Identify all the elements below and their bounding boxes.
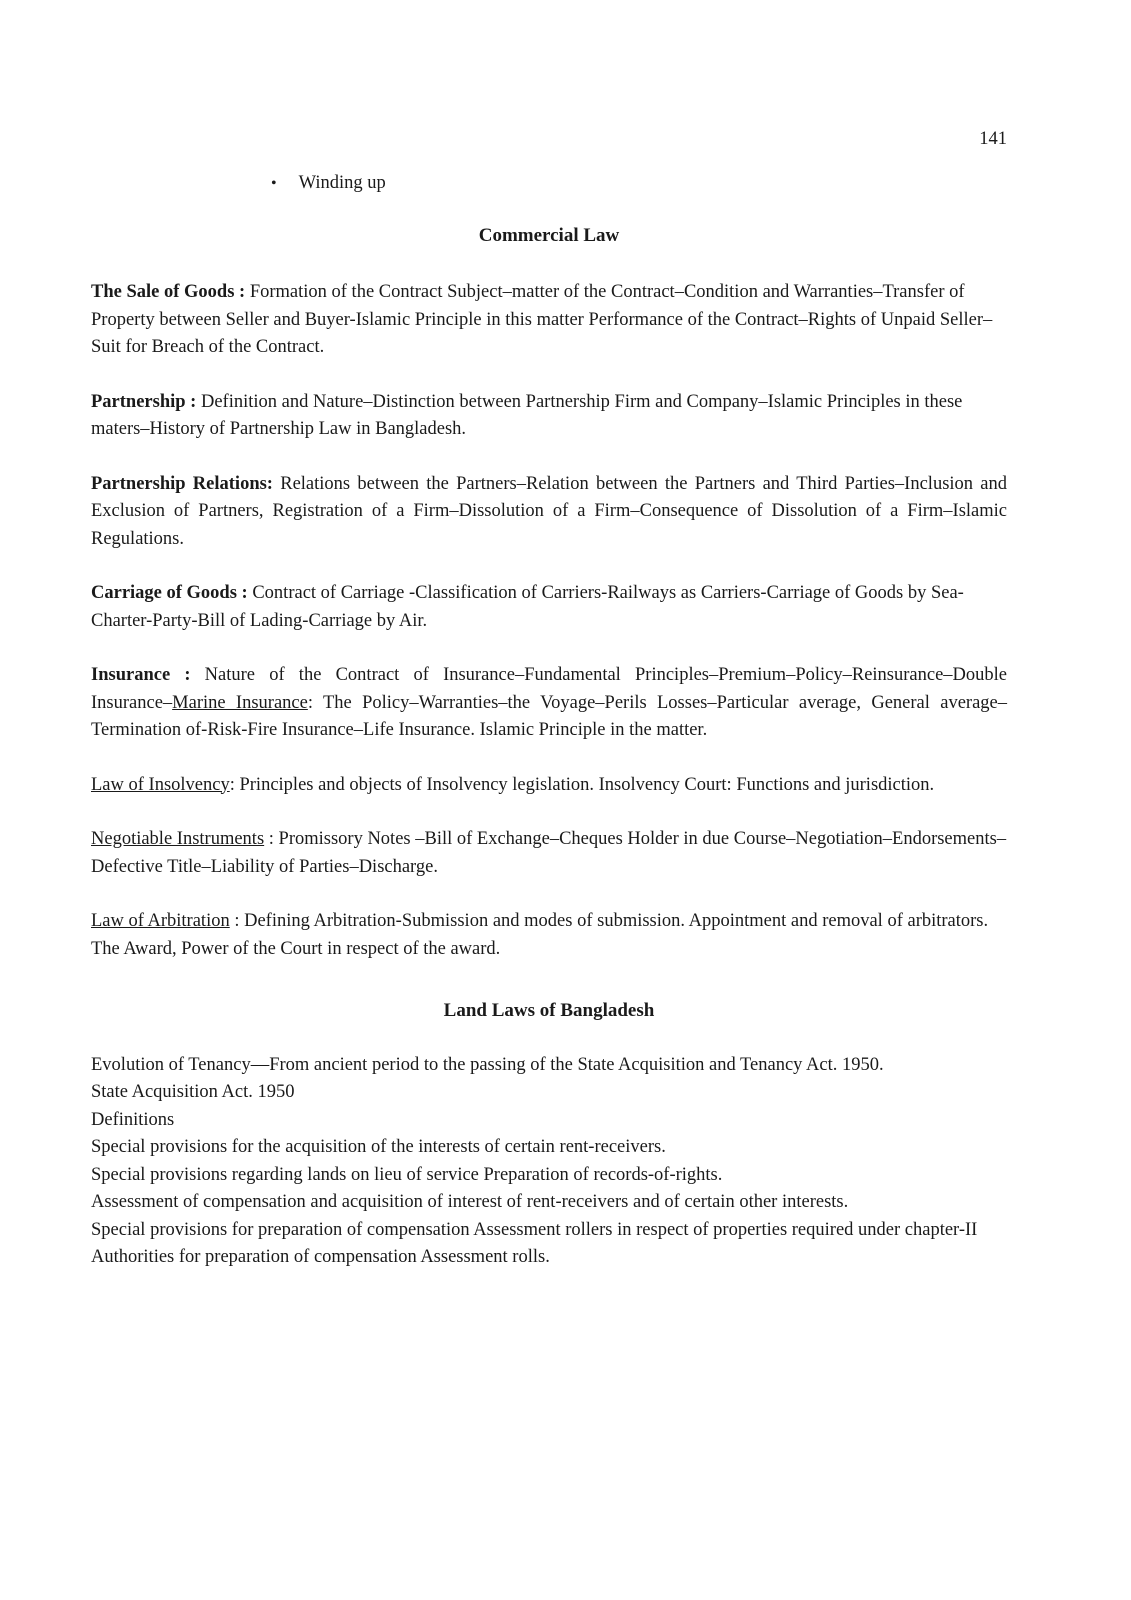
bullet-icon: •: [271, 175, 277, 192]
paragraph-label: The Sale of Goods :: [91, 282, 246, 302]
paragraph-label: Partnership :: [91, 391, 197, 412]
paragraph-body-pre: Nature of the Contract of Insurance–Fundamental Principles–Premium–Policy–Reinsurance–Double Insurance–: [91, 665, 1007, 713]
paragraph-label: Carriage of Goods :: [91, 583, 248, 603]
land-laws-line: Special provisions for preparation of compensation Assessment rollers in respect of properties required under chapter-II: [91, 1219, 978, 1240]
paragraph-body: Contract of Carriage -Classification of Carriers-Railways as Carriers-Carriage of Goods by Sea-Charter-Party-Bill of Lading-Carriage by Air.: [91, 583, 964, 631]
land-laws-line: Authorities for preparation of compensation Assessment rolls.: [91, 1247, 550, 1267]
underlined-term-marine-insurance: Marine Insurance: [172, 692, 308, 713]
paragraph-body: : Defining Arbitration-Submission and modes of submission. Appointment and removal of arbitrators. The Award, Power of the Court in respect of the award.: [91, 911, 989, 959]
paragraph-body-post: : The Policy–Warranties–the Voyage–Perils Losses–Particular average, General average–Termination of-Risk-Fire Insurance–Life Insurance. Islamic Principle in the matter.: [91, 692, 1007, 740]
land-laws-line: Definitions: [91, 1109, 175, 1130]
paragraph-carriage-of-goods: [91, 580, 1007, 635]
paragraph-sale-of-goods: [91, 279, 1007, 362]
paragraph-label: Law of Arbitration: [91, 911, 230, 931]
land-laws-line: Assessment of compensation and acquisition of interest of rent-receivers and of certain other interests.: [91, 1192, 849, 1212]
paragraph-label: Law of Insolvency: [91, 774, 230, 795]
paragraph-insurance: [91, 662, 1007, 745]
land-laws-line: State Acquisition Act. 1950: [91, 1082, 295, 1102]
paragraph-body: : Principles and objects of Insolvency legislation. Insolvency Court: Functions and jurisdiction.: [229, 774, 935, 795]
paragraph-body: Formation of the Contract Subject–matter of the Contract–Condition and Warranties–Transfer of Property between Seller and Buyer-Islamic Principle in this matter Performance of the Contract–Rights of Unpaid Seller–Suit for Breach of the Contract.: [91, 282, 993, 357]
paragraph-partnership: [91, 389, 1007, 444]
land-laws-list: [91, 1052, 1007, 1272]
paragraph-negotiable-instruments: [91, 826, 1007, 881]
bullet-item-text: Winding up: [298, 173, 386, 193]
land-laws-line: Special provisions regarding lands on lieu of service Preparation of records-of-rights.: [91, 1164, 723, 1185]
paragraph-law-of-insolvency: [91, 772, 1007, 800]
bullet-list-item: [271, 170, 1007, 198]
paragraph-label: Partnership Relations:: [91, 473, 273, 494]
land-laws-line: Special provisions for the acquisition of the interests of certain rent-receivers.: [91, 1137, 666, 1157]
paragraph-body: Definition and Nature–Distinction between Partnership Firm and Company–Islamic Principles in these maters–History of Partnership Law in Bangladesh.: [91, 391, 963, 439]
paragraph-law-of-arbitration: [91, 908, 1007, 963]
paragraph-body: : Promissory Notes –Bill of Exchange–Cheques Holder in due Course–Negotiation–Endorsements–Defective Title–Liability of Parties–Discharge.: [91, 829, 1007, 877]
page-number: 141: [979, 129, 1007, 149]
paragraph-partnership-relations: [91, 471, 1007, 554]
section-title-commercial-law: Commercial Law: [478, 224, 620, 246]
section-title-land-laws: Land Laws of Bangladesh: [443, 1000, 655, 1021]
paragraph-label: Insurance :: [91, 665, 191, 685]
paragraph-label: Negotiable Instruments: [91, 829, 265, 849]
land-laws-line: Evolution of Tenancy—From ancient period to the passing of the State Acquisition and Tenancy Act. 1950.: [91, 1054, 884, 1075]
paragraph-body: Relations between the Partners–Relation between the Partners and Third Parties–Inclusion and Exclusion of Partners, Registration of a Firm–Dissolution of a Firm–Consequence of Dissolution of a Firm–Islamic Regulations.: [91, 473, 1008, 549]
